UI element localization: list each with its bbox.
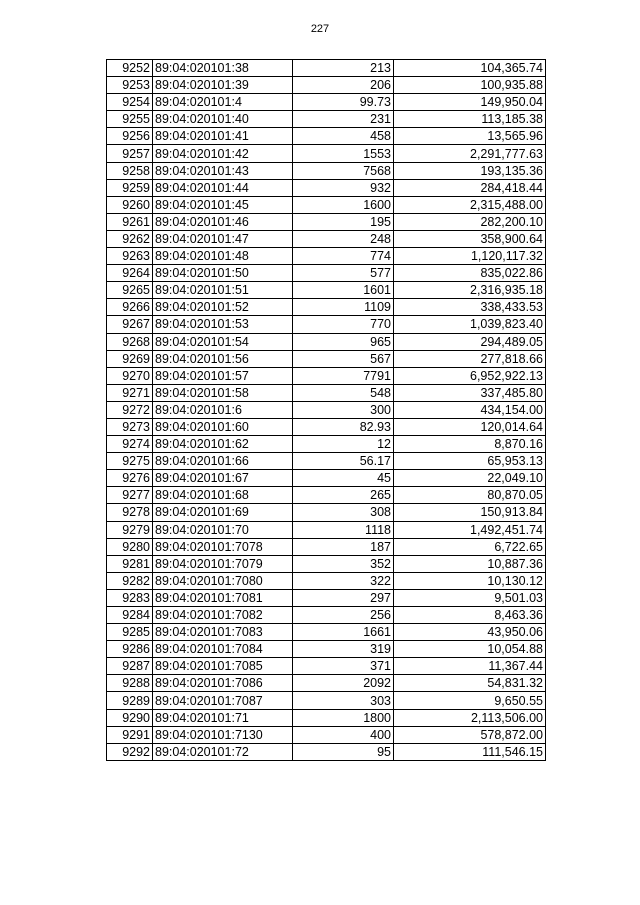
area-cell: 7568 <box>293 162 394 179</box>
table-row <box>107 265 546 282</box>
cadastral-value-cell: 6,722.65 <box>394 538 546 555</box>
row-number-cell: 9278 <box>107 504 153 521</box>
table-row <box>107 658 546 675</box>
cadastral-value-cell: 54,831.32 <box>394 675 546 692</box>
area-cell: 213 <box>293 60 394 77</box>
page-number: 227 <box>310 23 330 35</box>
area-cell: 371 <box>293 658 394 675</box>
table-row <box>107 743 546 760</box>
row-number-cell: 9277 <box>107 487 153 504</box>
row-number-cell: 9260 <box>107 196 153 213</box>
cadastral-value-cell: 100,935.88 <box>394 77 546 94</box>
area-cell: 965 <box>293 333 394 350</box>
table-row <box>107 60 546 77</box>
row-number-cell: 9271 <box>107 384 153 401</box>
cadastral-number-cell: 89:04:020101:62 <box>153 436 293 453</box>
cadastral-number-cell: 89:04:020101:47 <box>153 230 293 247</box>
cadastral-value-cell: 1,039,823.40 <box>394 316 546 333</box>
cadastral-value-cell: 193,135.36 <box>394 162 546 179</box>
cadastral-number-cell: 89:04:020101:6 <box>153 401 293 418</box>
row-number-cell: 9263 <box>107 248 153 265</box>
cadastral-value-cell: 10,130.12 <box>394 572 546 589</box>
area-cell: 231 <box>293 111 394 128</box>
cadastral-number-cell: 89:04:020101:68 <box>153 487 293 504</box>
cadastral-value-cell: 104,365.74 <box>394 60 546 77</box>
area-cell: 265 <box>293 487 394 504</box>
cadastral-value-cell: 9,650.55 <box>394 692 546 709</box>
cadastral-value-cell: 11,367.44 <box>394 658 546 675</box>
table-body <box>107 60 546 761</box>
cadastral-number-cell: 89:04:020101:45 <box>153 196 293 213</box>
area-cell: 308 <box>293 504 394 521</box>
table-row <box>107 316 546 333</box>
cadastral-number-cell: 89:04:020101:44 <box>153 179 293 196</box>
area-cell: 1118 <box>293 521 394 538</box>
table-row <box>107 487 546 504</box>
row-number-cell: 9254 <box>107 94 153 111</box>
cadastral-value-cell: 578,872.00 <box>394 726 546 743</box>
table-row <box>107 589 546 606</box>
cadastral-value-cell: 835,022.86 <box>394 265 546 282</box>
row-number-cell: 9279 <box>107 521 153 538</box>
row-number-cell: 9272 <box>107 401 153 418</box>
row-number-cell: 9291 <box>107 726 153 743</box>
cadastral-value-cell: 111,546.15 <box>394 743 546 760</box>
row-number-cell: 9273 <box>107 418 153 435</box>
area-cell: 206 <box>293 77 394 94</box>
cadastral-number-cell: 89:04:020101:41 <box>153 128 293 145</box>
area-cell: 195 <box>293 213 394 230</box>
area-cell: 297 <box>293 589 394 606</box>
cadastral-value-cell: 13,565.96 <box>394 128 546 145</box>
table-row <box>107 213 546 230</box>
cadastral-number-cell: 89:04:020101:7078 <box>153 538 293 555</box>
area-cell: 303 <box>293 692 394 709</box>
table-row <box>107 196 546 213</box>
row-number-cell: 9269 <box>107 350 153 367</box>
cadastral-number-cell: 89:04:020101:46 <box>153 213 293 230</box>
table-row <box>107 282 546 299</box>
table-row <box>107 333 546 350</box>
area-cell: 774 <box>293 248 394 265</box>
table-row <box>107 538 546 555</box>
table-row <box>107 607 546 624</box>
cadastral-number-cell: 89:04:020101:7087 <box>153 692 293 709</box>
row-number-cell: 9259 <box>107 179 153 196</box>
cadastral-number-cell: 89:04:020101:72 <box>153 743 293 760</box>
row-number-cell: 9270 <box>107 367 153 384</box>
cadastral-number-cell: 89:04:020101:7086 <box>153 675 293 692</box>
row-number-cell: 9287 <box>107 658 153 675</box>
cadastral-number-cell: 89:04:020101:7084 <box>153 641 293 658</box>
cadastral-number-cell: 89:04:020101:38 <box>153 60 293 77</box>
area-cell: 56.17 <box>293 453 394 470</box>
row-number-cell: 9288 <box>107 675 153 692</box>
row-number-cell: 9253 <box>107 77 153 94</box>
cadastral-value-cell: 358,900.64 <box>394 230 546 247</box>
area-cell: 548 <box>293 384 394 401</box>
cadastral-value-cell: 10,887.36 <box>394 555 546 572</box>
area-cell: 319 <box>293 641 394 658</box>
table-row <box>107 418 546 435</box>
cadastral-value-cell: 434,154.00 <box>394 401 546 418</box>
area-cell: 2092 <box>293 675 394 692</box>
cadastral-number-cell: 89:04:020101:58 <box>153 384 293 401</box>
row-number-cell: 9286 <box>107 641 153 658</box>
table-row <box>107 77 546 94</box>
cadastral-value-cell: 149,950.04 <box>394 94 546 111</box>
row-number-cell: 9266 <box>107 299 153 316</box>
cadastral-number-cell: 89:04:020101:60 <box>153 418 293 435</box>
area-cell: 45 <box>293 470 394 487</box>
table-row <box>107 675 546 692</box>
cadastral-number-cell: 89:04:020101:4 <box>153 94 293 111</box>
cadastral-number-cell: 89:04:020101:7079 <box>153 555 293 572</box>
area-cell: 256 <box>293 607 394 624</box>
cadastral-number-cell: 89:04:020101:67 <box>153 470 293 487</box>
table-row <box>107 726 546 743</box>
cadastral-value-cell: 6,952,922.13 <box>394 367 546 384</box>
cadastral-number-cell: 89:04:020101:69 <box>153 504 293 521</box>
cadastral-number-cell: 89:04:020101:53 <box>153 316 293 333</box>
area-cell: 248 <box>293 230 394 247</box>
cadastral-number-cell: 89:04:020101:7081 <box>153 589 293 606</box>
area-cell: 1109 <box>293 299 394 316</box>
cadastral-number-cell: 89:04:020101:40 <box>153 111 293 128</box>
cadastral-number-cell: 89:04:020101:7082 <box>153 607 293 624</box>
cadastral-number-cell: 89:04:020101:7085 <box>153 658 293 675</box>
area-cell: 7791 <box>293 367 394 384</box>
cadastral-number-cell: 89:04:020101:54 <box>153 333 293 350</box>
row-number-cell: 9256 <box>107 128 153 145</box>
cadastral-number-cell: 89:04:020101:39 <box>153 77 293 94</box>
row-number-cell: 9281 <box>107 555 153 572</box>
cadastral-value-cell: 2,316,935.18 <box>394 282 546 299</box>
area-cell: 1553 <box>293 145 394 162</box>
cadastral-number-cell: 89:04:020101:71 <box>153 709 293 726</box>
cadastral-value-cell: 2,291,777.63 <box>394 145 546 162</box>
cadastral-number-cell: 89:04:020101:7080 <box>153 572 293 589</box>
row-number-cell: 9258 <box>107 162 153 179</box>
table-row <box>107 179 546 196</box>
cadastral-value-cell: 1,120,117.32 <box>394 248 546 265</box>
table-row <box>107 162 546 179</box>
cadastral-number-cell: 89:04:020101:48 <box>153 248 293 265</box>
cadastral-value-cell: 10,054.88 <box>394 641 546 658</box>
row-number-cell: 9255 <box>107 111 153 128</box>
cadastral-number-cell: 89:04:020101:7083 <box>153 624 293 641</box>
cadastral-number-cell: 89:04:020101:50 <box>153 265 293 282</box>
area-cell: 12 <box>293 436 394 453</box>
table-row <box>107 401 546 418</box>
cadastral-value-cell: 338,433.53 <box>394 299 546 316</box>
row-number-cell: 9292 <box>107 743 153 760</box>
cadastral-number-cell: 89:04:020101:57 <box>153 367 293 384</box>
row-number-cell: 9289 <box>107 692 153 709</box>
row-number-cell: 9274 <box>107 436 153 453</box>
area-cell: 1600 <box>293 196 394 213</box>
row-number-cell: 9290 <box>107 709 153 726</box>
area-cell: 82.93 <box>293 418 394 435</box>
table-row <box>107 367 546 384</box>
table-row <box>107 641 546 658</box>
row-number-cell: 9282 <box>107 572 153 589</box>
cadastral-number-cell: 89:04:020101:52 <box>153 299 293 316</box>
area-cell: 1661 <box>293 624 394 641</box>
row-number-cell: 9265 <box>107 282 153 299</box>
cadastral-value-cell: 22,049.10 <box>394 470 546 487</box>
cadastral-number-cell: 89:04:020101:66 <box>153 453 293 470</box>
table-row <box>107 128 546 145</box>
cadastral-value-cell: 113,185.38 <box>394 111 546 128</box>
cadastral-number-cell: 89:04:020101:51 <box>153 282 293 299</box>
area-cell: 300 <box>293 401 394 418</box>
table-row <box>107 94 546 111</box>
row-number-cell: 9275 <box>107 453 153 470</box>
area-cell: 577 <box>293 265 394 282</box>
cadastral-value-cell: 9,501.03 <box>394 589 546 606</box>
table-row <box>107 572 546 589</box>
cadastral-value-cell: 277,818.66 <box>394 350 546 367</box>
row-number-cell: 9267 <box>107 316 153 333</box>
row-number-cell: 9261 <box>107 213 153 230</box>
row-number-cell: 9257 <box>107 145 153 162</box>
table-row <box>107 111 546 128</box>
table-row <box>107 504 546 521</box>
cadastral-number-cell: 89:04:020101:43 <box>153 162 293 179</box>
cadastral-value-cell: 2,113,506.00 <box>394 709 546 726</box>
cadastral-value-cell: 65,953.13 <box>394 453 546 470</box>
table-row <box>107 436 546 453</box>
area-cell: 400 <box>293 726 394 743</box>
cadastral-number-cell: 89:04:020101:70 <box>153 521 293 538</box>
cadastral-value-cell: 8,463.36 <box>394 607 546 624</box>
table-row <box>107 350 546 367</box>
table-row <box>107 709 546 726</box>
row-number-cell: 9283 <box>107 589 153 606</box>
table-row <box>107 299 546 316</box>
area-cell: 187 <box>293 538 394 555</box>
cadastral-number-cell: 89:04:020101:42 <box>153 145 293 162</box>
area-cell: 322 <box>293 572 394 589</box>
cadastral-value-cell: 294,489.05 <box>394 333 546 350</box>
row-number-cell: 9280 <box>107 538 153 555</box>
cadastral-value-cell: 80,870.05 <box>394 487 546 504</box>
row-number-cell: 9262 <box>107 230 153 247</box>
cadastral-value-cell: 120,014.64 <box>394 418 546 435</box>
table-row <box>107 145 546 162</box>
area-cell: 352 <box>293 555 394 572</box>
cadastral-value-cell: 284,418.44 <box>394 179 546 196</box>
row-number-cell: 9284 <box>107 607 153 624</box>
row-number-cell: 9264 <box>107 265 153 282</box>
row-number-cell: 9252 <box>107 60 153 77</box>
cadastral-value-cell: 337,485.80 <box>394 384 546 401</box>
table-row <box>107 248 546 265</box>
cadastral-value-cell: 282,200.10 <box>394 213 546 230</box>
area-cell: 567 <box>293 350 394 367</box>
area-cell: 95 <box>293 743 394 760</box>
data-table <box>106 59 546 761</box>
row-number-cell: 9276 <box>107 470 153 487</box>
cadastral-value-cell: 1,492,451.74 <box>394 521 546 538</box>
table-row <box>107 384 546 401</box>
area-cell: 458 <box>293 128 394 145</box>
area-cell: 770 <box>293 316 394 333</box>
cadastral-value-cell: 150,913.84 <box>394 504 546 521</box>
area-cell: 932 <box>293 179 394 196</box>
cadastral-number-cell: 89:04:020101:56 <box>153 350 293 367</box>
cadastral-value-cell: 8,870.16 <box>394 436 546 453</box>
table-row <box>107 555 546 572</box>
cadastral-number-cell: 89:04:020101:7130 <box>153 726 293 743</box>
table-row <box>107 624 546 641</box>
cadastral-value-cell: 2,315,488.00 <box>394 196 546 213</box>
area-cell: 1601 <box>293 282 394 299</box>
area-cell: 1800 <box>293 709 394 726</box>
row-number-cell: 9268 <box>107 333 153 350</box>
table-row <box>107 453 546 470</box>
table-row <box>107 521 546 538</box>
table-row <box>107 230 546 247</box>
table-row <box>107 470 546 487</box>
row-number-cell: 9285 <box>107 624 153 641</box>
area-cell: 99.73 <box>293 94 394 111</box>
cadastral-value-cell: 43,950.06 <box>394 624 546 641</box>
table-row <box>107 692 546 709</box>
